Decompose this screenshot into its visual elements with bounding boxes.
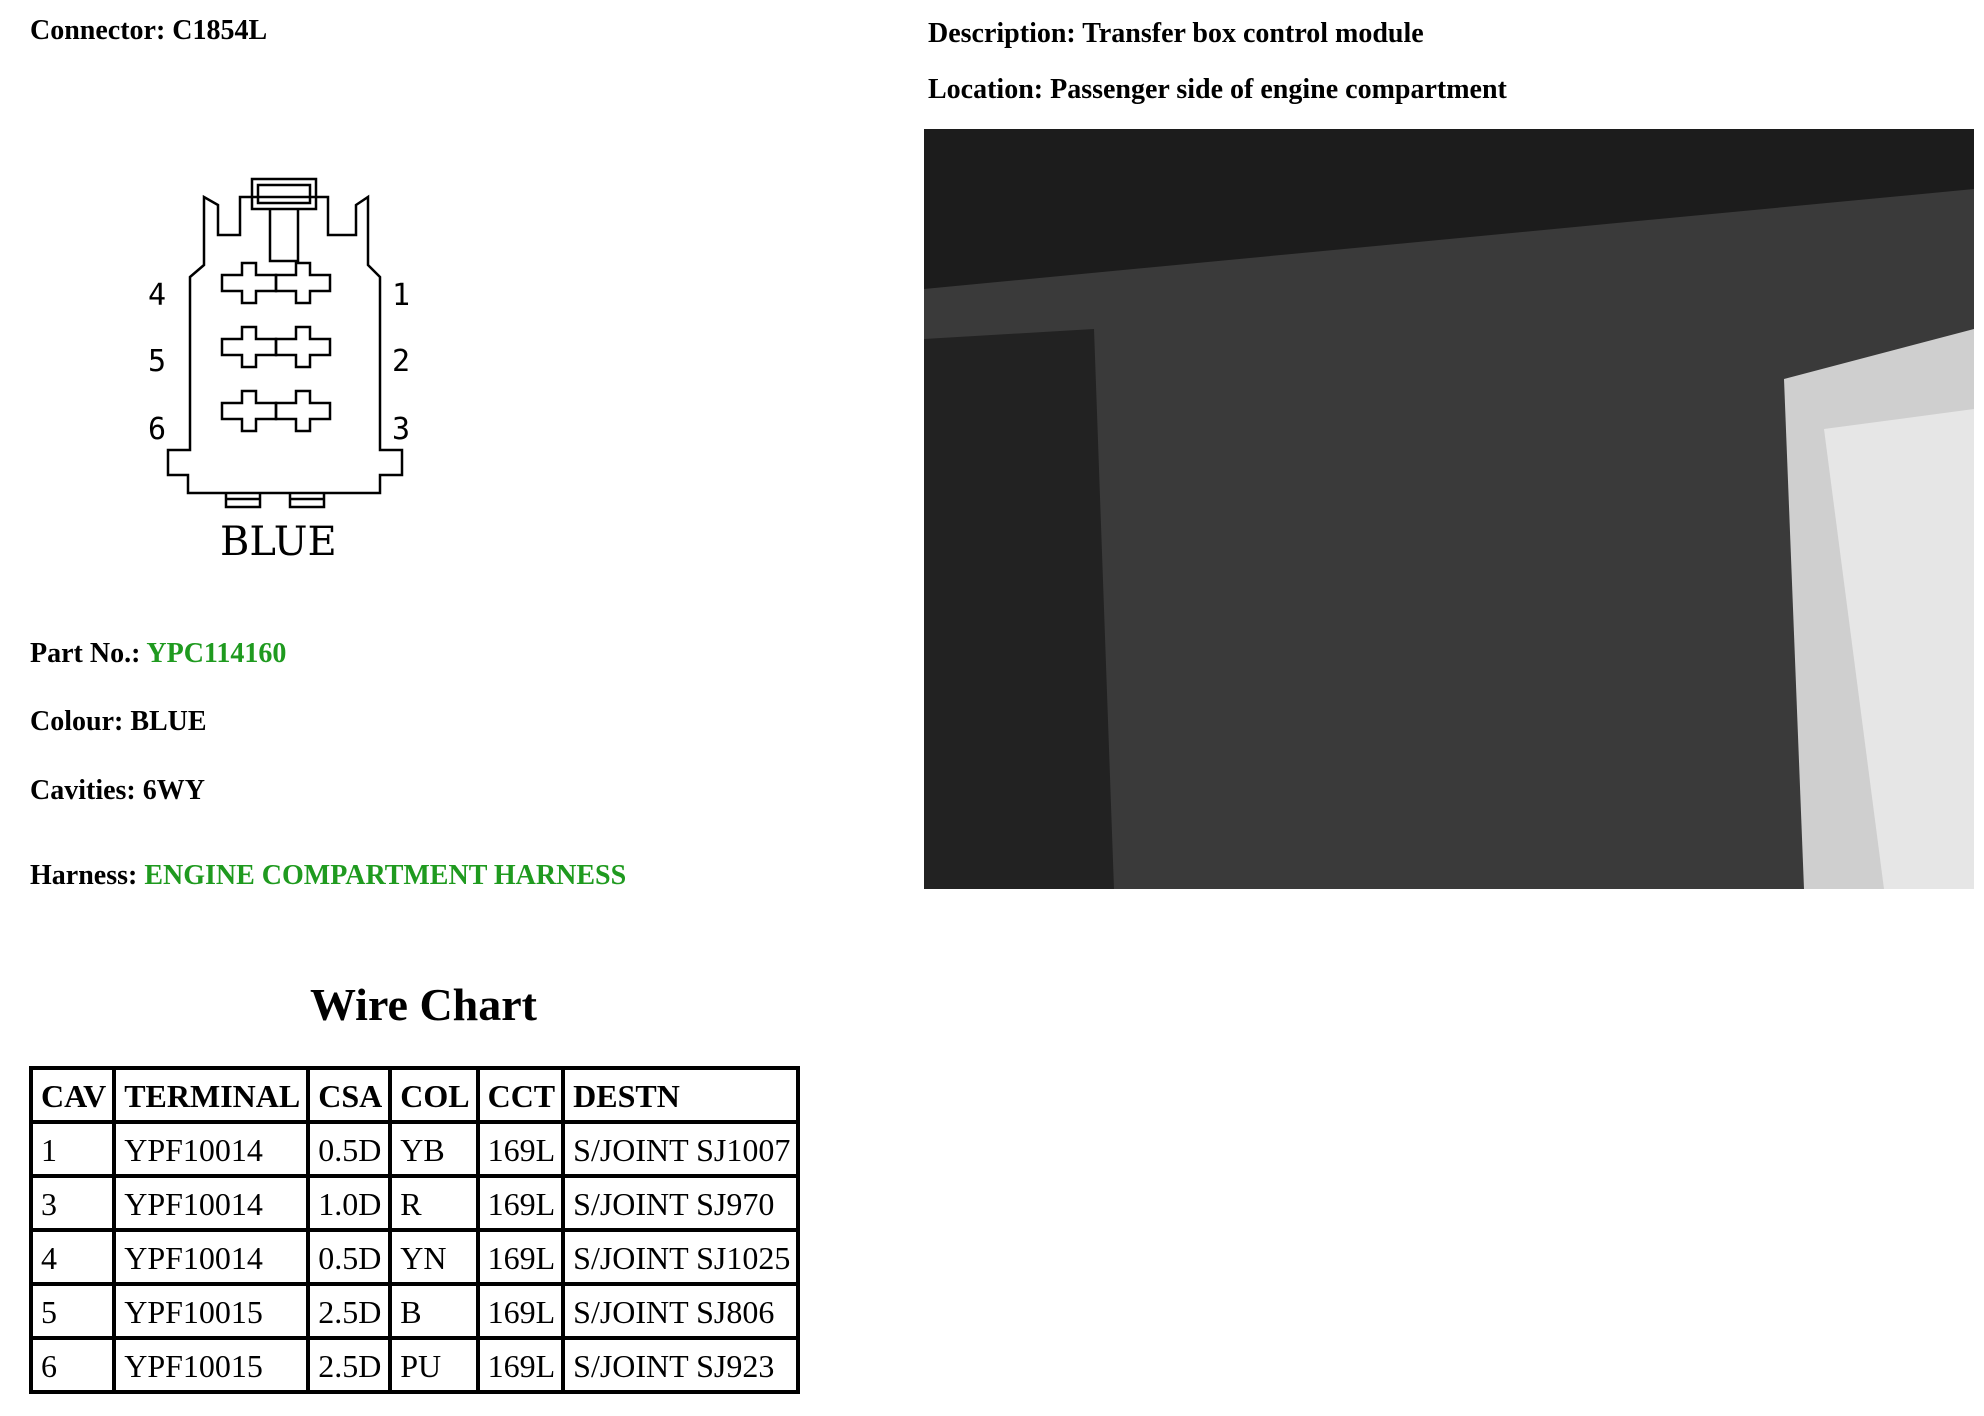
description-line: [928, 18, 1424, 50]
part-no-line: [30, 638, 286, 670]
cell-destn: S/JOINT SJ923: [563, 1338, 798, 1392]
cavities-label: Cavities:: [30, 775, 136, 806]
colour-line: [30, 706, 207, 738]
pin-label-1: 1: [392, 278, 411, 313]
table-row: [31, 1338, 798, 1392]
cell-csa: 2.5D: [308, 1338, 390, 1392]
wire-chart-title: Wire Chart: [310, 979, 537, 1030]
description-value: Transfer box control module: [1082, 18, 1424, 49]
cell-terminal: YPF10015: [114, 1338, 308, 1392]
cell-cct: 169L: [478, 1122, 564, 1176]
cell-csa: 1.0D: [308, 1176, 390, 1230]
table-row: [31, 1284, 798, 1338]
cell-destn: S/JOINT SJ1007: [563, 1122, 798, 1176]
header-cav: CAV: [31, 1068, 114, 1122]
table-row: [31, 1176, 798, 1230]
connector-heading: [30, 15, 267, 47]
wire-chart-table: [29, 1066, 800, 1394]
cell-cct: 169L: [478, 1176, 564, 1230]
table-header-row: [31, 1068, 798, 1122]
cell-csa: 2.5D: [308, 1284, 390, 1338]
cell-destn: S/JOINT SJ1025: [563, 1230, 798, 1284]
cell-col: B: [390, 1284, 477, 1338]
cell-terminal: YPF10014: [114, 1176, 308, 1230]
pin-label-5: 5: [148, 344, 167, 379]
header-col: COL: [390, 1068, 477, 1122]
cell-cct: 169L: [478, 1230, 564, 1284]
cell-cct: 169L: [478, 1284, 564, 1338]
cavities-value: 6WY: [142, 775, 205, 806]
header-terminal: TERMINAL: [114, 1068, 308, 1122]
cell-col: YN: [390, 1230, 477, 1284]
part-no-label: Part No.:: [30, 638, 141, 669]
pin-label-2: 2: [392, 344, 411, 379]
harness-line: [30, 860, 626, 892]
cavities-line: [30, 775, 205, 807]
cell-cav: 6: [31, 1338, 114, 1392]
photo-illustration: [924, 129, 1974, 889]
connector-face-diagram: [140, 175, 440, 575]
engine-compartment-photo: [924, 129, 1974, 889]
part-no-value: YPC114160: [146, 638, 287, 669]
colour-label: Colour:: [30, 706, 124, 737]
table-row: [31, 1230, 798, 1284]
cell-terminal: YPF10014: [114, 1230, 308, 1284]
cell-cav: 1: [31, 1122, 114, 1176]
cell-destn: S/JOINT SJ806: [563, 1284, 798, 1338]
cell-col: YB: [390, 1122, 477, 1176]
cell-csa: 0.5D: [308, 1122, 390, 1176]
harness-value: ENGINE COMPARTMENT HARNESS: [144, 860, 627, 891]
cell-cav: 3: [31, 1176, 114, 1230]
cell-csa: 0.5D: [308, 1230, 390, 1284]
cell-col: PU: [390, 1338, 477, 1392]
description-label: Description:: [928, 18, 1076, 49]
header-cct: CCT: [478, 1068, 564, 1122]
header-destn: DESTN: [563, 1068, 798, 1122]
diagram-colour-label: BLUE: [220, 519, 337, 565]
cell-cav: 5: [31, 1284, 114, 1338]
location-line: [928, 74, 1507, 106]
pin-label-3: 3: [392, 412, 411, 447]
pin-label-4: 4: [148, 278, 167, 313]
cell-destn: S/JOINT SJ970: [563, 1176, 798, 1230]
cell-terminal: YPF10014: [114, 1122, 308, 1176]
cell-terminal: YPF10015: [114, 1284, 308, 1338]
cell-cct: 169L: [478, 1338, 564, 1392]
connector-value: C1854L: [172, 15, 268, 46]
pin-label-6: 6: [148, 412, 167, 447]
table-row: [31, 1122, 798, 1176]
cell-col: R: [390, 1176, 477, 1230]
location-value: Passenger side of engine compartment: [1050, 74, 1507, 105]
location-label: Location:: [928, 74, 1044, 105]
cell-cav: 4: [31, 1230, 114, 1284]
harness-label: Harness:: [30, 860, 138, 891]
connector-label: Connector:: [30, 15, 166, 46]
header-csa: CSA: [308, 1068, 390, 1122]
colour-value: BLUE: [130, 706, 207, 737]
